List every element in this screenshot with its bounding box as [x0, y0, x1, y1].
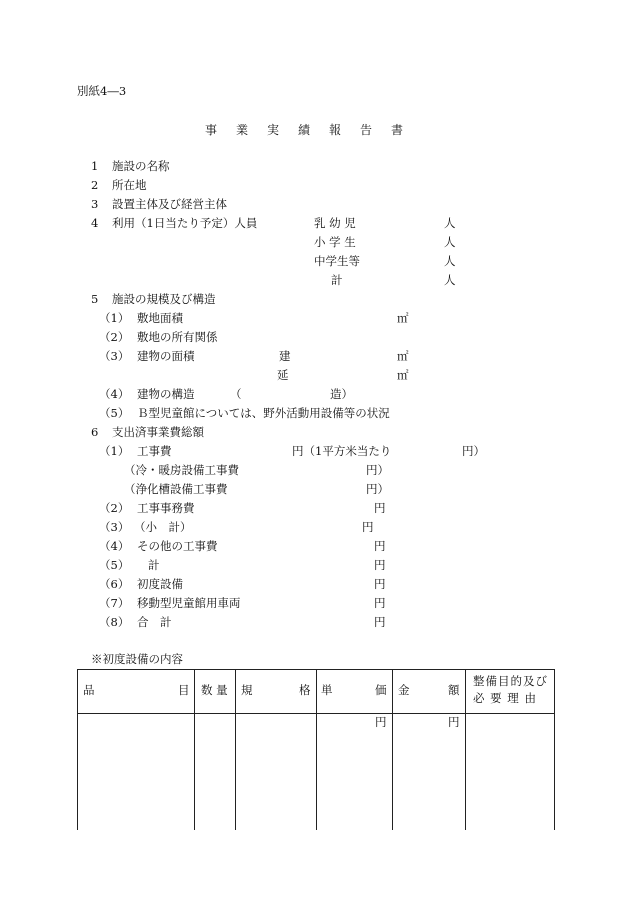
title-char: 績: [298, 123, 311, 137]
header-price-a: 単: [321, 683, 333, 697]
building-structure-label: 建物の構造: [137, 387, 195, 401]
building-structure-open: （: [230, 387, 242, 401]
table-col-rule: [194, 669, 195, 830]
users-elementary-unit: 人: [444, 235, 456, 249]
site-area-label: 敷地面積: [137, 311, 183, 325]
mobile-vehicle-unit: 円: [374, 596, 386, 610]
header-amount-b: 額: [448, 683, 460, 697]
header-qty: 数 量: [201, 683, 228, 697]
form-id: 別紙4―3: [77, 84, 127, 98]
header-item-b: 目: [178, 683, 190, 697]
table-right-rule: [554, 669, 555, 830]
section-3-num: 3: [91, 197, 99, 211]
mobile-vehicle-label: 移動型児童館用車両: [137, 596, 241, 610]
users-infants-unit: 人: [444, 216, 456, 230]
total-unit: 円: [374, 558, 386, 572]
building-structure-close: 造）: [330, 387, 353, 401]
construction-cost-num: （1）: [99, 444, 130, 458]
hvac-cost-label: （冷・暖房設備工事費: [124, 463, 239, 477]
other-cost-num: （4）: [99, 539, 130, 553]
building-area-sub1: 建: [279, 349, 291, 363]
subtotal-label: （小 計）: [134, 520, 192, 534]
septic-cost-label: （浄化槽設備工事費: [124, 482, 228, 496]
unit-price-yen: 円: [375, 715, 387, 729]
initial-equipment-num: （6）: [99, 577, 130, 591]
site-ownership-num: （2）: [99, 330, 130, 344]
users-total-unit: 人: [444, 273, 456, 287]
site-area-num: （1）: [99, 311, 130, 325]
section-2-num: 2: [91, 178, 99, 192]
users-elementary-label: 小 学 生: [314, 235, 356, 249]
construction-cost-close: 円）: [462, 444, 485, 458]
header-purpose-1: 整備目的及び: [473, 674, 548, 688]
initial-equipment-label: 初度設備: [137, 577, 183, 591]
subtotal-num: （3）: [99, 520, 130, 534]
construction-cost-label: 工事費: [137, 444, 172, 458]
table-col-rule: [316, 669, 317, 830]
building-area-unit-2: ㎡: [397, 368, 409, 382]
title-char: 書: [391, 123, 404, 137]
hvac-cost-close: 円）: [366, 463, 389, 477]
users-middle-label: 中学生等: [314, 254, 360, 268]
outdoor-facility-label: Ｂ型児童館については、野外活動用設備等の状況: [137, 406, 390, 420]
other-cost-unit: 円: [374, 539, 386, 553]
equipment-table: [77, 669, 555, 830]
section-4-num: 4: [91, 216, 99, 230]
header-item-a: 品: [83, 683, 95, 697]
building-area-unit-1: ㎡: [397, 349, 409, 363]
section-3-label: 設置主体及び経営主体: [112, 197, 227, 211]
office-cost-label: 工事事務費: [137, 501, 195, 515]
building-area-label: 建物の面積: [137, 349, 195, 363]
section-1-label: 施設の名称: [112, 159, 170, 173]
section-5-label: 施設の規模及び構造: [112, 292, 216, 306]
outdoor-facility-num: （5）: [99, 406, 130, 420]
title-char: 事: [205, 123, 218, 137]
building-area-sub2: 延: [277, 368, 289, 382]
section-4-label: 利用（1日当たり予定）人員: [112, 216, 258, 230]
table-left-rule: [77, 669, 78, 830]
building-structure-num: （4）: [99, 387, 130, 401]
users-total-label: 計: [331, 273, 343, 287]
table-col-rule: [392, 669, 393, 830]
section-5-num: 5: [91, 292, 99, 306]
office-cost-num: （2）: [99, 501, 130, 515]
header-amount-a: 金: [398, 683, 410, 697]
users-infants-label: 乳 幼 児: [314, 216, 356, 230]
users-middle-unit: 人: [444, 254, 456, 268]
mobile-vehicle-num: （7）: [99, 596, 130, 610]
table-col-rule: [465, 669, 466, 830]
total-label: 計: [148, 558, 160, 572]
title-char: 業: [236, 123, 249, 137]
header-purpose-2: 必 要 理 由: [473, 691, 537, 705]
building-area-num: （3）: [99, 349, 130, 363]
total-num: （5）: [99, 558, 130, 572]
section-2-label: 所在地: [112, 178, 147, 192]
grand-total-label: 合 計: [137, 615, 172, 629]
title-char: 告: [360, 123, 373, 137]
header-price-b: 価: [375, 683, 387, 697]
grand-total-num: （8）: [99, 615, 130, 629]
title-char: 実: [267, 123, 280, 137]
site-ownership-label: 敷地の所有関係: [137, 330, 218, 344]
initial-equipment-unit: 円: [374, 577, 386, 591]
grand-total-unit: 円: [374, 615, 386, 629]
table-col-rule: [235, 669, 236, 830]
section-6-num: 6: [91, 425, 99, 439]
page-title: [205, 124, 422, 137]
office-cost-unit: 円: [374, 501, 386, 515]
other-cost-label: その他の工事費: [137, 539, 218, 553]
equipment-heading: ※初度設備の内容: [91, 652, 183, 666]
section-6-label: 支出済事業費総額: [112, 425, 204, 439]
section-1-num: 1: [91, 159, 99, 173]
construction-cost-unit: 円（1平方米当たり: [292, 444, 392, 458]
title-char: 報: [329, 123, 342, 137]
header-spec-a: 規: [241, 683, 253, 697]
unit-amount-yen: 円: [448, 715, 460, 729]
subtotal-unit: 円: [362, 520, 374, 534]
septic-cost-close: 円）: [366, 482, 389, 496]
header-spec-b: 格: [299, 683, 311, 697]
site-area-unit: ㎡: [397, 311, 409, 325]
